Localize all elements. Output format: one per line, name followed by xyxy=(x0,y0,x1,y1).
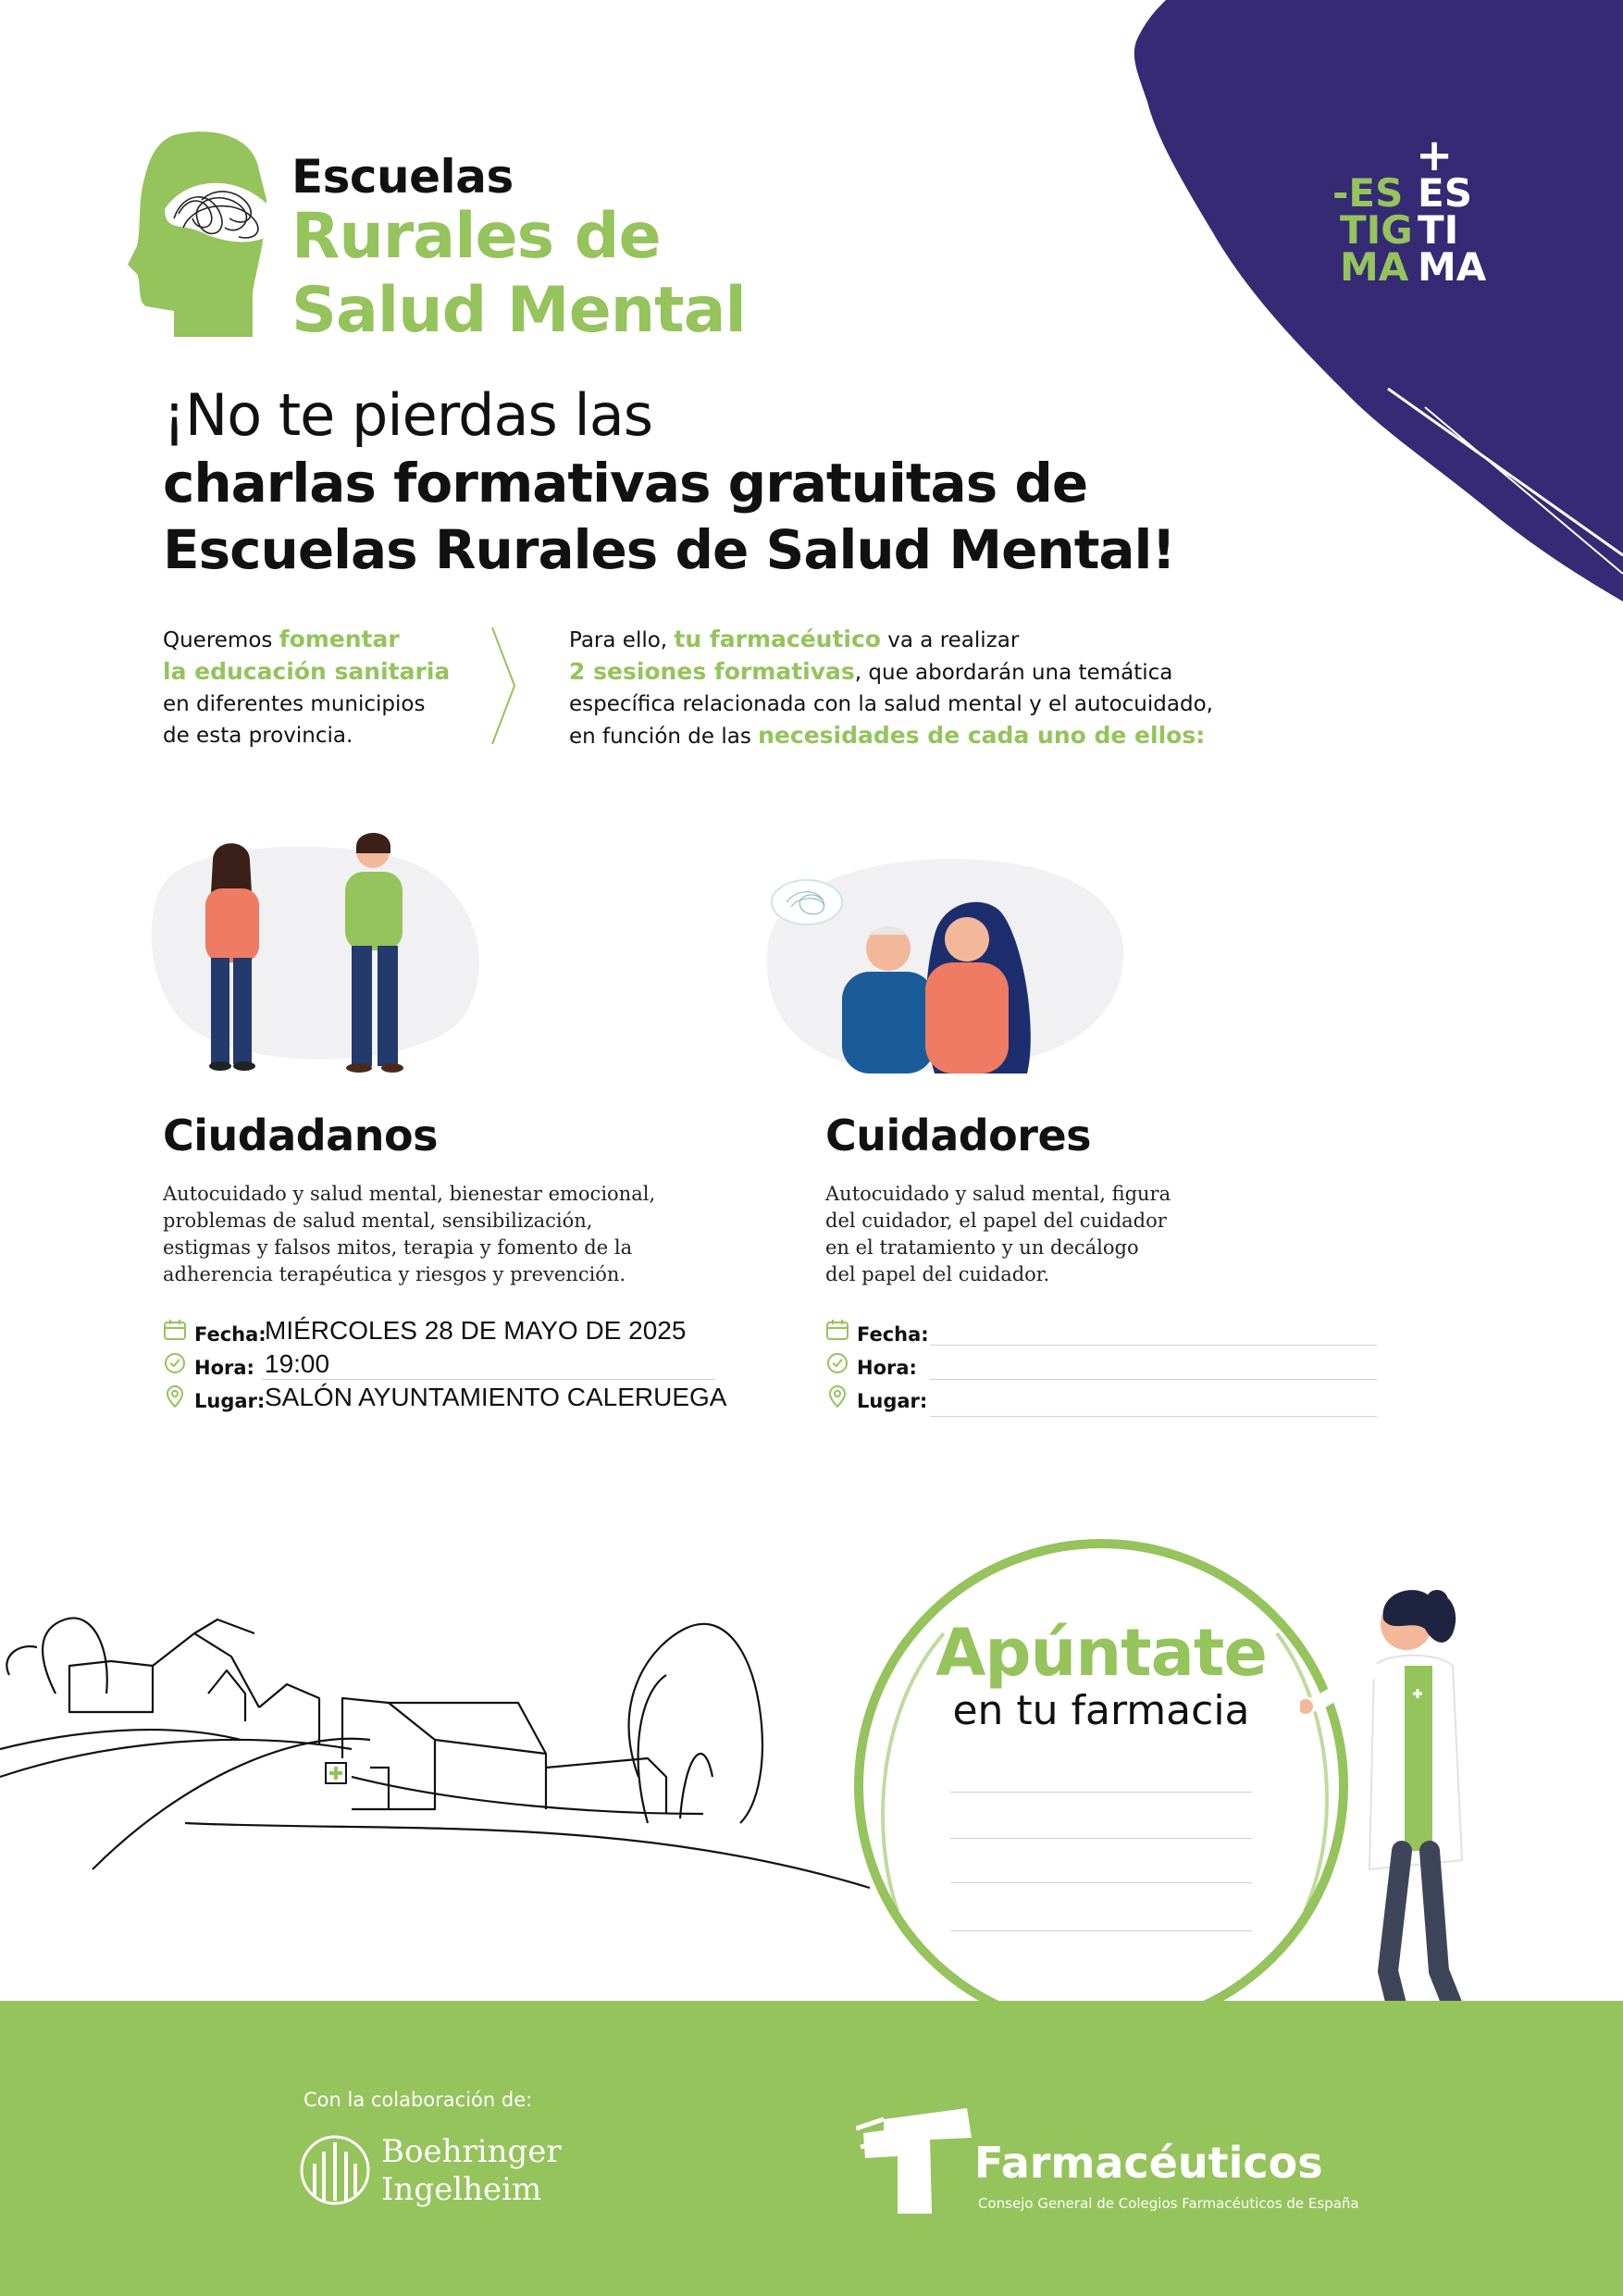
cta-write-line xyxy=(950,1838,1252,1839)
farmaceuticos-name: Farmacéuticos xyxy=(974,2138,1323,2188)
intro-right-line-3: específica relacionada con la salud mental y el autocuidado, xyxy=(569,692,1213,716)
cuidadores-desc-line: Autocuidado y salud mental, figura xyxy=(825,1183,1171,1205)
cuidadores-lugar-row xyxy=(825,1379,1381,1412)
location-pin-icon xyxy=(163,1384,187,1409)
ciudadanos-desc-line: problemas de salud mental, sensibilización, xyxy=(163,1210,593,1232)
farmaceuticos-logo-icon xyxy=(856,2101,976,2216)
footer-band xyxy=(0,2001,1623,2296)
fecha-label: Fecha: xyxy=(857,1323,929,1346)
cuidadores-desc-line: del cuidador, el papel del cuidador xyxy=(825,1210,1167,1232)
intro-right-text: Para ello, xyxy=(569,628,675,652)
fecha-label: Fecha: xyxy=(194,1323,266,1346)
intro-right xyxy=(569,624,1309,752)
logo-title-escuelas: Escuelas xyxy=(291,150,514,204)
clock-icon xyxy=(825,1351,849,1375)
cta-subtitle: en tu farmacia xyxy=(952,1687,1250,1734)
intro-left xyxy=(163,624,477,751)
logo-title-rurales: Rurales de xyxy=(291,200,661,273)
calendar-icon xyxy=(163,1318,187,1342)
calendar-icon xyxy=(825,1318,849,1342)
ciudadanos-desc-line: estigmas y falsos mitos, terapia y fomento de la xyxy=(163,1236,633,1259)
brand-right-3: MA xyxy=(1418,244,1487,290)
ciudadanos-desc-line: adherencia terapéutica y riesgos y prevención. xyxy=(163,1263,626,1285)
plus-icon: + xyxy=(1416,130,1454,181)
lugar-label: Lugar: xyxy=(857,1390,928,1412)
collaboration-label: Con la colaboración de: xyxy=(304,2089,533,2111)
ciudadanos-lugar-row xyxy=(163,1379,755,1412)
ciudadanos-description xyxy=(163,1181,700,1288)
brand-left-1: -ES xyxy=(1332,170,1404,216)
lugar-label: Lugar: xyxy=(194,1390,266,1412)
cuidadores-fecha-row xyxy=(825,1312,1381,1346)
head-logo-icon xyxy=(128,126,285,339)
hora-label: Hora: xyxy=(194,1357,254,1379)
hora-value: 19:00 xyxy=(265,1349,330,1378)
cuidadores-hora-line xyxy=(930,1379,1377,1380)
intro-right-highlight: tu farmacéutico xyxy=(674,626,881,652)
cuidadores-title: Cuidadores xyxy=(825,1111,1092,1160)
brand-right-1: ES xyxy=(1418,170,1472,216)
cta-circle xyxy=(842,1522,1360,2041)
cuidadores-info xyxy=(825,1312,1381,1412)
cuidadores-lugar-line xyxy=(930,1416,1377,1417)
cuidadores-hora-row xyxy=(825,1346,1381,1379)
boehringer-logo-icon xyxy=(298,2128,372,2212)
farmaceuticos-subtitle: Consejo General de Colegios Farmacéuticos de España xyxy=(978,2195,1359,2212)
location-pin-icon xyxy=(825,1384,849,1409)
intro-right-highlight-3: necesidades de cada uno de ellos: xyxy=(758,722,1206,749)
caregivers-illustration xyxy=(750,842,1129,1083)
ciudadanos-desc-line: Autocuidado y salud mental, bienestar emocional, xyxy=(163,1183,656,1205)
purple-brush-shape xyxy=(1110,0,1623,611)
boehringer-name-1: Boehringer xyxy=(381,2133,562,2170)
chevron-right-icon xyxy=(490,626,518,746)
logo-title-salud-mental: Salud Mental xyxy=(291,274,746,347)
headline-line-2: charlas formativas gratuitas de xyxy=(163,452,1088,515)
intro-right-text-2: va a realizar xyxy=(880,628,1020,652)
pharmacist-illustration xyxy=(1300,1582,1541,2036)
hora-label: Hora: xyxy=(857,1357,917,1379)
cta-write-line xyxy=(950,1930,1252,1931)
intro-left-highlight-2: la educación sanitaria xyxy=(163,658,451,685)
ciudadanos-title: Ciudadanos xyxy=(163,1111,438,1160)
ciudadanos-fecha-row xyxy=(163,1312,755,1346)
cuidadores-fecha-line xyxy=(930,1345,1377,1346)
estigma-logo xyxy=(1332,130,1499,296)
boehringer-name-2: Ingelheim xyxy=(381,2171,542,2208)
intro-left-line-3: en diferentes municipios xyxy=(163,692,426,716)
fecha-value: MIÉRCOLES 28 DE MAYO DE 2025 xyxy=(265,1316,687,1345)
citizens-illustration xyxy=(148,824,490,1083)
intro-left-text: Queremos xyxy=(163,628,279,652)
ciudadanos-hora-line xyxy=(262,1379,715,1380)
brand-left-3: MA xyxy=(1340,244,1409,290)
cta-title: Apúntate xyxy=(935,1615,1267,1691)
cta-write-line xyxy=(950,1882,1252,1883)
ciudadanos-info xyxy=(163,1312,755,1412)
cuidadores-description xyxy=(825,1181,1288,1288)
cuidadores-desc-line: del papel del cuidador. xyxy=(825,1263,1050,1285)
lugar-value: SALÓN AYUNTAMIENTO CALERUEGA xyxy=(265,1383,727,1411)
clock-icon xyxy=(163,1351,187,1375)
village-line-drawing xyxy=(0,1592,888,1897)
intro-right-text-4: en función de las xyxy=(569,725,759,749)
brand-left-2: TIG xyxy=(1340,207,1413,253)
headline-line-1: ¡No te pierdas las xyxy=(163,381,653,449)
ciudadanos-hora-row xyxy=(163,1346,755,1379)
intro-left-highlight: fomentar xyxy=(279,626,400,652)
brand-right-2: TI xyxy=(1418,207,1459,253)
intro-left-line-4: de esta provincia. xyxy=(163,724,353,748)
intro-right-highlight-2: 2 sesiones formativas xyxy=(569,658,855,685)
cta-write-line xyxy=(950,1792,1252,1793)
cuidadores-desc-line: en el tratamiento y un decálogo xyxy=(825,1236,1139,1259)
headline-line-3: Escuelas Rurales de Salud Mental! xyxy=(163,518,1175,581)
intro-right-text-3: , que abordarán una temática xyxy=(854,661,1173,685)
